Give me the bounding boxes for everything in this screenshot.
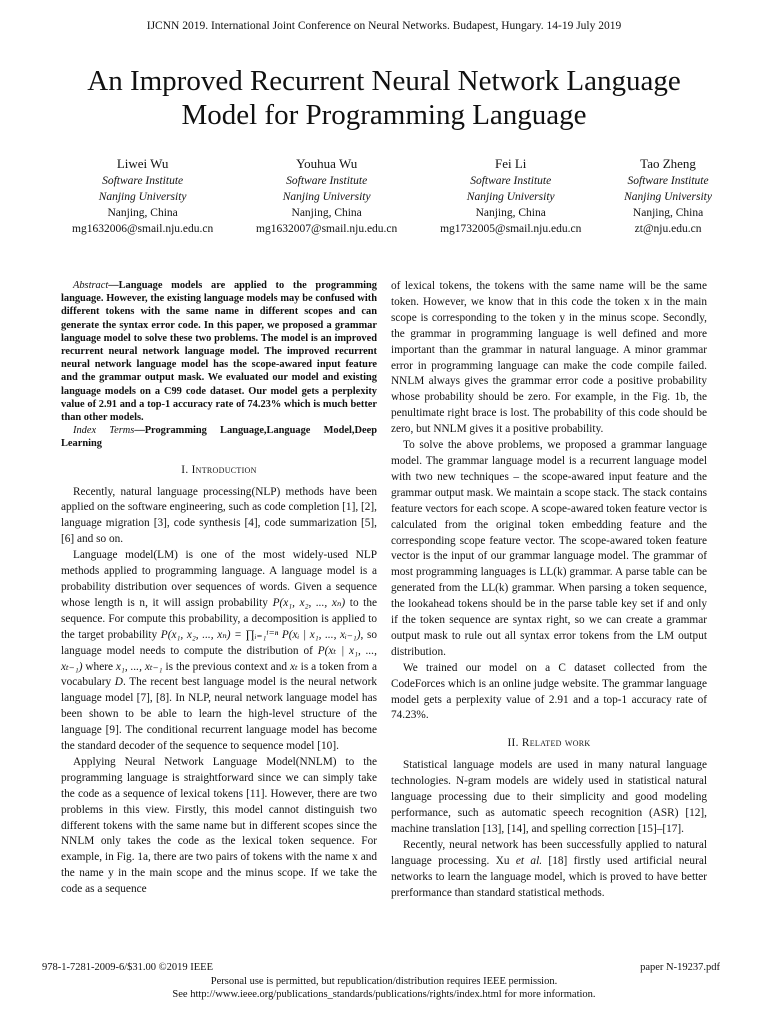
author-name: Tao Zheng <box>640 156 696 171</box>
math-inline: P(x₁, x₂, ..., xₙ) = ∏ᵢ₌₁ⁱ⁼ⁿ P(xᵢ | x₁, ..., xᵢ₋₁) <box>160 628 361 641</box>
footer-link[interactable]: See http://www.ieee.org/publications_standards/publications/rights/index.html for more information. <box>172 989 596 1000</box>
text-run: is a token from a vocabulary <box>61 660 378 689</box>
author-institute: Software Institute <box>470 175 552 187</box>
footer-line: Personal use is permitted, but republication/distribution requires IEEE permission. <box>210 976 558 987</box>
author-institute: Software Institute <box>102 175 184 187</box>
section-number: II. <box>507 737 522 750</box>
author-list <box>72 155 712 237</box>
math-inline: P(xₜ | x₁, ..., xₜ₋₁) <box>61 644 377 673</box>
index-terms-lead: Index Terms <box>73 425 135 437</box>
author-university: Nanjing University <box>624 191 712 203</box>
author-email[interactable]: mg1632007@smail.nju.edu.cn <box>256 223 398 235</box>
right-column <box>391 279 707 901</box>
math-inline: x₁, ..., xₜ₋₁ <box>115 660 163 673</box>
author-university: Nanjing University <box>282 191 371 203</box>
author-email[interactable]: mg1732005@smail.nju.edu.cn <box>440 223 582 235</box>
author-location: Nanjing, China <box>291 207 362 219</box>
section-heading-introduction <box>61 463 377 479</box>
section-number: I. <box>181 463 192 476</box>
paragraph <box>61 548 377 755</box>
paragraph: Applying Neural Network Language Model(NNLM) to the programming language is straightforward since we can simply take the code as a sequence of lexical tokens [11]. However, there are two problems in this view. Firstly, this model cannot distinguish two different tokens with the same name but in different scopes since the NNLM only takes the code as the lexical token sequence. For example, in Fig. 1a, there are two pairs of tokens with the name x and the name y in the main scope and the minus scope. If we take the code as a sequence <box>61 755 377 896</box>
paper-title <box>40 64 728 132</box>
abstract-text: —Language models are applied to the programming language. However, the existing language models may be confused with different tokens with the same name in different scopes and can generate the syntax error code. In this paper, we proposed a grammar language model to solve these two problems. The model is an improved recurrent neural network language model. The improved recurrent neural network language model has the scope-awared input feature and the grammar output mask. We evaluated our model and existing language models on a C99 code dataset. Our model gets a perplexity value of 2.91 and a top-1 accuracy rate of 74.23% which is much better than other models. <box>61 280 377 424</box>
index-terms-text: —Programming Language,Language Model,Deep Learning <box>61 425 377 450</box>
section-title: Related work <box>521 737 591 750</box>
math-inline: xₜ <box>289 660 298 673</box>
math-inline: P(x₁, x₂, ..., xₙ) <box>272 596 346 609</box>
title-line-1: An Improved Recurrent Neural Network Language <box>87 65 681 97</box>
paragraph: of lexical tokens, the tokens with the same name will be the same token. However, we know that in this code the token x in the main scope is corresponding to the token y in the minus scope. Secondly, the grammar in programming language is well defined and more important than the grammar in natural language. A minor grammar error in programming language can make the code compile failed. NNLM always gives the grammar error code a positive probability whose probability should be zero. For example, in the Fig. 1b, the penultimate right brace is lost. The probability of this code should be zero, but NNLM gives it a positive probability. <box>391 280 707 436</box>
author-location: Nanjing, China <box>632 207 704 219</box>
index-terms <box>61 424 377 450</box>
abstract-lead: Abstract <box>73 280 109 291</box>
text-run: Recently, neural network has been successfully applied to natural language processing. Xu <box>391 838 707 867</box>
text-run: to the sequence. For compute this probability, a decomposition is applied to the target probability <box>61 596 377 641</box>
author-block <box>624 155 712 237</box>
author-university: Nanjing University <box>98 191 187 203</box>
emphasis: et al. <box>515 854 543 867</box>
author-block <box>256 155 397 237</box>
paragraph: Recently, natural language processing(NLP) methods have been applied on the software engineering, such as code completion [1], [2], language migration [3], code synthesis [4], code summarization [5], [6] and so on. <box>61 485 377 546</box>
text-run: . The recent best language model is the neural network language model [7], [8]. In NLP, neural network language model has been shown to be able to learn the high-level structure of the language [9]. The conditional recurrent language model has become the standard decoder of the sequence to sequence model [10]. <box>61 676 377 753</box>
footer-paper-id: paper N-19237.pdf <box>640 962 720 973</box>
left-column <box>61 279 377 898</box>
text-run: , so language model needs to compute the distribution of <box>61 628 377 657</box>
author-name: Fei Li <box>495 156 527 171</box>
section-title: Introduction <box>191 463 257 476</box>
author-institute: Software Institute <box>286 175 368 187</box>
text-run: [18] firstly used artificial neural networks to learn the language model, which is proved to have better prerformance than standard statistical methods. <box>391 854 707 899</box>
author-email[interactable]: mg1632006@smail.nju.edu.cn <box>72 223 214 235</box>
paragraph <box>391 838 707 902</box>
text-run: is the previous context and <box>162 660 290 673</box>
section-heading-related-work <box>391 736 707 752</box>
abstract <box>61 279 377 424</box>
footer-isbn: 978-1-7281-2009-6/$31.00 ©2019 IEEE <box>42 962 213 973</box>
conference-header: IJCNN 2019. International Joint Conference on Neural Networks. Budapest, Hungary. 14-19 July 2019 <box>146 20 622 32</box>
title-line-2: Model for Programming Language <box>181 99 587 131</box>
paragraph: Statistical language models are used in many natural language technologies. N-gram models are widely used in statistical natural language processing due to their simplicity and good modeling performance, such as automatic speech recognition (ASR) [12], machine translation [13], [14], and spelling correction [15]–[17]. <box>391 759 707 835</box>
author-name: Youhua Wu <box>296 156 358 171</box>
author-institute: Software Institute <box>627 175 709 187</box>
author-location: Nanjing, China <box>107 207 178 219</box>
paragraph: To solve the above problems, we proposed a grammar language model. The grammar language model is a recurrent language model with two new techniques – the scope-awared input feature and the grammar output mask. We maintain a scope stack. The stack contains feature vectors for each scope. A scope-awared token feature vector is calculated from the original token embedding feature and the corresponding scope feature vector. The scope-awared token feature vector is the input of our grammar language model. The grammar of most programming languages is LL(k) grammar. A parse table can be generated from the LL(k) grammar. When parsing a token sequence, the lookahead tokens should be in the parse table key set if and only if the token sequence are syntax right, so we can create a grammar output mask to rule out all syntax error tokens from the LM output distribution. <box>391 439 707 658</box>
author-email[interactable]: zt@nju.edu.cn <box>634 223 702 235</box>
footer-copyright <box>0 975 768 1001</box>
text-run: Language model(LM) is one of the most widely-used NLP methods applied to programming language. A language model is a probability distribution over sequences of words. Given a sequence whose length is n, it will assign probability <box>61 549 377 609</box>
author-block <box>72 155 213 237</box>
author-name: Liwei Wu <box>116 156 169 171</box>
math-inline: D <box>114 676 123 689</box>
author-university: Nanjing University <box>466 191 555 203</box>
text-run: where <box>82 660 116 673</box>
author-location: Nanjing, China <box>475 207 546 219</box>
paragraph: We trained our model on a C dataset collected from the CodeForces which is an online judge website. The grammar language model gets a perplexity value of 2.91 and a top-1 accuracy rate of 74.23%. <box>391 661 707 722</box>
author-block <box>440 155 581 237</box>
